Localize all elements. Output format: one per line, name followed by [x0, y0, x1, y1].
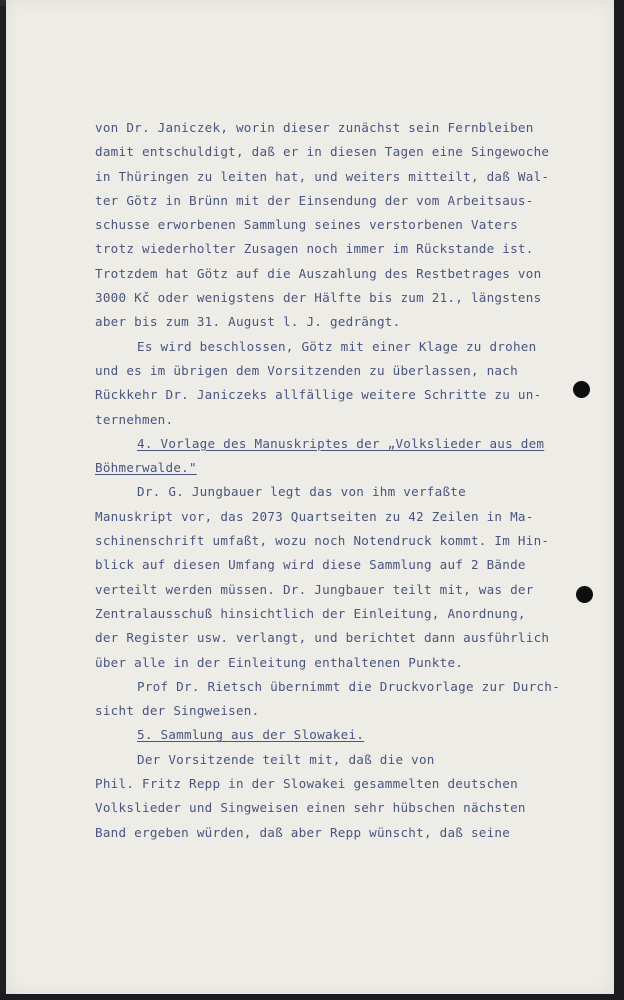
punch-hole-upper [573, 381, 590, 398]
section-heading-5: 5. Sammlung aus der Slowakei. [137, 727, 365, 743]
text-line: über alle in der Einleitung enthaltenen Punkte. [95, 654, 464, 670]
text-line: Volkslieder und Singweisen einen sehr hübschen nächsten [95, 800, 526, 816]
text-line: Zentralausschuß hinsichtlich der Einleitung, Anordnung, [95, 605, 526, 621]
text-line: in Thüringen zu leiten hat, und weiters mitteilt, daß Wal- [95, 168, 550, 184]
text-line: ternehmen. [95, 411, 174, 427]
text-line: sicht der Singweisen. [95, 703, 260, 719]
text-line: der Register usw. verlangt, und berichtet dann ausführlich [95, 630, 550, 646]
text-line: Rückkehr Dr. Janiczeks allfällige weitere Schritte zu un- [95, 387, 542, 403]
paragraph-start: Es wird beschlossen, Götz mit einer Klage zu drohen [137, 338, 537, 354]
section-heading-4: 4. Vorlage des Manuskriptes der „Volkslieder aus dem [137, 435, 545, 451]
paragraph-start: Dr. G. Jungbauer legt das von ihm verfaßte [137, 484, 466, 500]
paragraph-start: Prof Dr. Rietsch übernimmt die Druckvorlage zur Durch- [137, 678, 560, 694]
text-line: von Dr. Janiczek, worin dieser zunächst sein Fernbleiben [95, 120, 534, 135]
text-line: trotz wiederholter Zusagen noch immer im Rückstande ist. [95, 241, 534, 257]
typewritten-text [95, 116, 565, 845]
text-line: Phil. Fritz Repp in der Slowakei gesammelten deutschen [95, 776, 518, 792]
punch-hole-lower [576, 586, 593, 603]
text-line: und es im übrigen dem Vorsitzenden zu überlassen, nach [95, 362, 518, 378]
section-heading-4-cont: Böhmerwalde." [95, 460, 197, 476]
text-line: damit entschuldigt, daß er in diesen Tagen eine Singewoche [95, 144, 550, 160]
text-line: schusse erworbenen Sammlung seines verstorbenen Vaters [95, 217, 518, 233]
text-line: ter Götz in Brünn mit der Einsendung der vom Arbeitsaus- [95, 192, 534, 208]
text-line: Manuskript vor, das 2073 Quartseiten zu 42 Zeilen in Ma- [95, 508, 534, 524]
scan-border-right [614, 0, 624, 1000]
text-line: blick auf diesen Umfang wird diese Sammlung auf 2 Bände [95, 557, 526, 573]
text-line: aber bis zum 31. August l. J. gedrängt. [95, 314, 401, 330]
text-line: 3000 Kč oder wenigstens der Hälfte bis zum 21., längstens [95, 290, 542, 306]
paragraph-start: Der Vorsitzende teilt mit, daß die von [137, 751, 435, 767]
text-line: verteilt werden müssen. Dr. Jungbauer teilt mit, was der [95, 581, 534, 597]
text-line: Trotzdem hat Götz auf die Auszahlung des Restbetrages von [95, 265, 542, 281]
text-line: schinenschrift umfaßt, wozu noch Notendruck kommt. Im Hin- [95, 533, 550, 549]
text-line: Band ergeben würden, daß aber Repp wünscht, daß seine [95, 824, 511, 840]
scan-border-bottom [0, 994, 624, 1000]
